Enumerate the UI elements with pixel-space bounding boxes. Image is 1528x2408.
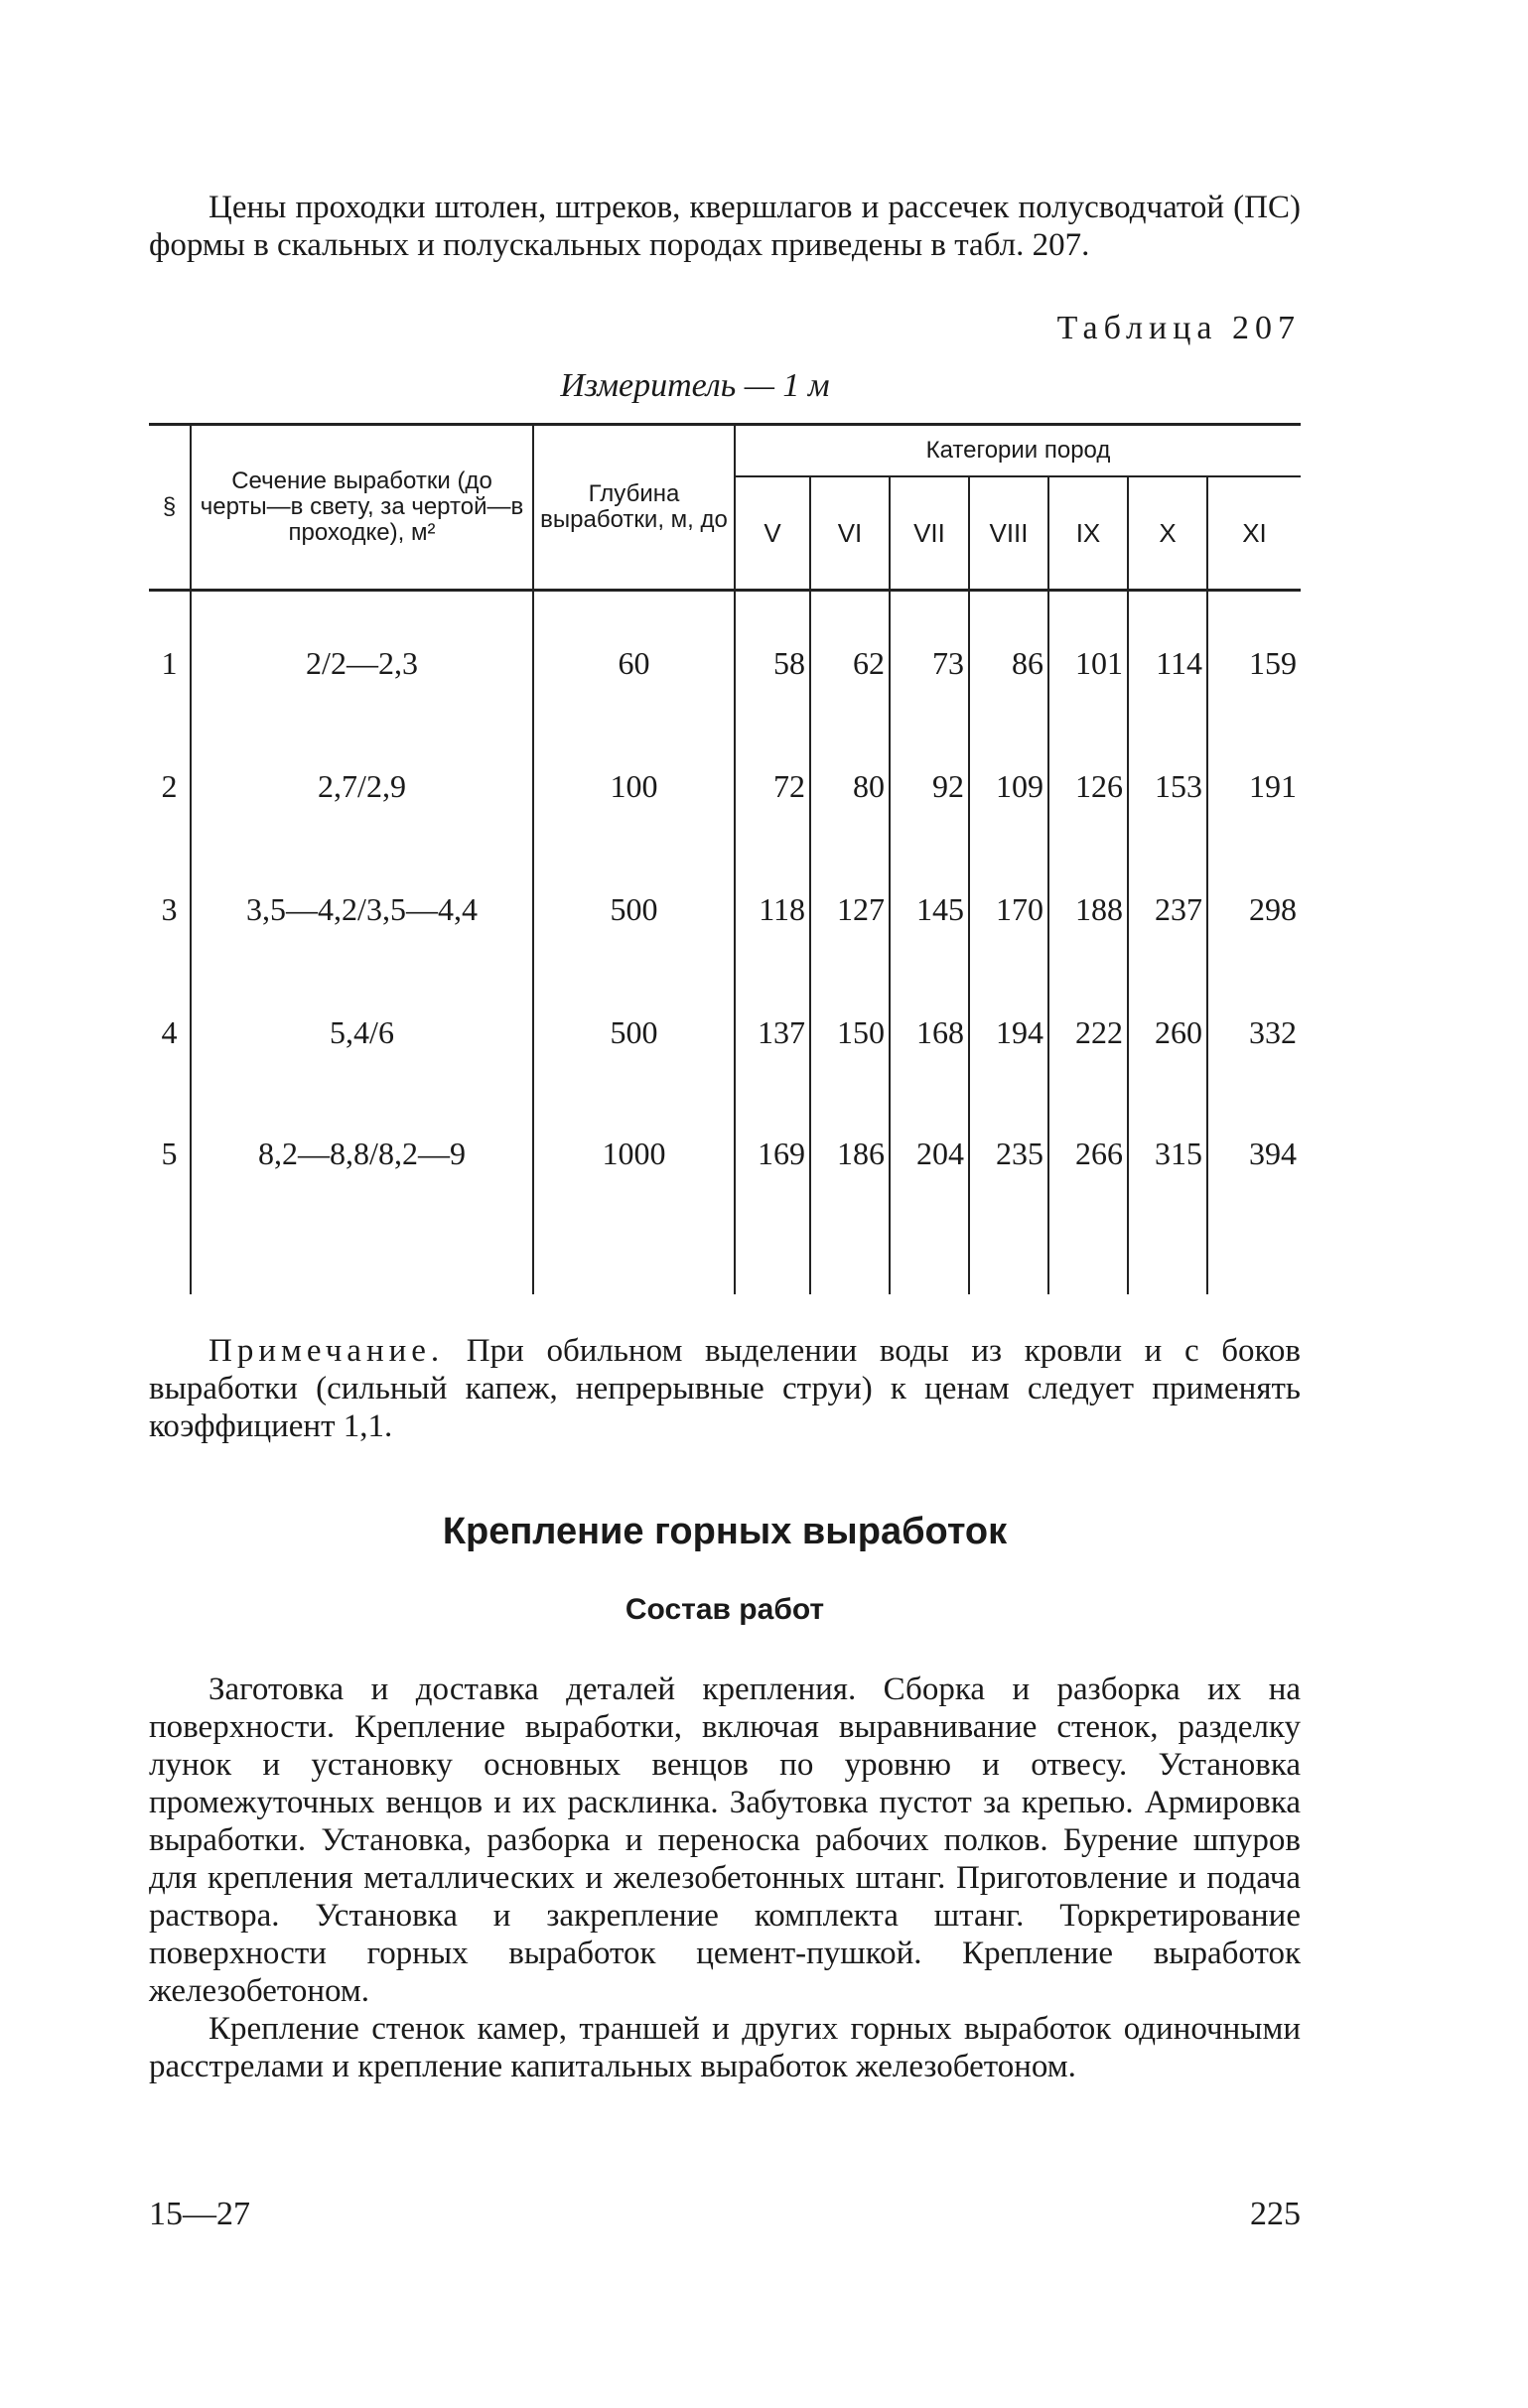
- header-category: XI: [1207, 476, 1301, 591]
- row-section: 2/2—2,3: [191, 591, 533, 726]
- work-paragraph-1: Заготовка и доставка деталей крепления. Сборка и разборка их на поверхности. Крепление выработки, включая выравнивание стенок, разделку лунок и установку основных венцов по уровню и отвесу. Установка промежуточных венцов и их расклинка. Забутовка пустот за крепью. Армировка выработки. Установка, разборка и переноска рабочих полков. Бурение шпуров для крепления металлических и железобетонных штанг. Приготовление и подача раствора. Установка и закрепление комплекта штанг. Торкретирование поверхности горных выработок цемент-пушкой. Крепление выработок железобетоном.: [149, 1672, 1301, 2009]
- header-category: VIII: [969, 476, 1048, 591]
- row-price: 150: [810, 971, 890, 1094]
- row-depth: 500: [533, 848, 735, 971]
- table-note: [149, 1332, 1301, 1445]
- row-price: 159: [1207, 591, 1301, 726]
- row-price: 101: [1048, 591, 1128, 726]
- subsection-title: Состав работ: [625, 1593, 825, 1626]
- row-price: 266: [1048, 1094, 1128, 1294]
- row-num: 3: [161, 890, 178, 927]
- row-price: 137: [735, 971, 810, 1094]
- row-num: 4: [161, 1013, 178, 1050]
- row-section: 5,4/6: [191, 971, 533, 1094]
- row-price: 298: [1207, 848, 1301, 971]
- row-price: 237: [1128, 848, 1207, 971]
- header-category: V: [735, 476, 810, 591]
- header-category: IX: [1048, 476, 1128, 591]
- header-category: X: [1128, 476, 1207, 591]
- page-footer: [149, 2196, 1301, 2233]
- row-num: 5: [161, 1136, 178, 1171]
- row-price: 145: [890, 848, 969, 971]
- row-price: 194: [969, 971, 1048, 1094]
- header-num: §: [149, 425, 191, 591]
- row-section: 2,7/2,9: [191, 725, 533, 848]
- work-paragraph-2: Крепление стенок камер, траншей и других горных выработок одиночными расстрелами и крепление капитальных выработок железобетоном.: [149, 2011, 1301, 2084]
- row-price: 92: [890, 725, 969, 848]
- row-price: 80: [810, 725, 890, 848]
- row-price: 394: [1207, 1094, 1301, 1294]
- row-price: 58: [735, 591, 810, 726]
- table-row: [149, 591, 1301, 726]
- table-caption: Таблица 207: [1056, 310, 1301, 346]
- row-num: 2: [161, 767, 178, 804]
- row-price: 109: [969, 725, 1048, 848]
- footer-signature: 15—27: [149, 2196, 250, 2232]
- row-price: 127: [810, 848, 890, 971]
- row-price: 186: [810, 1094, 890, 1294]
- row-price: 188: [1048, 848, 1128, 971]
- row-price: 114: [1128, 591, 1207, 726]
- row-depth: 60: [533, 591, 735, 726]
- row-section: 8,2—8,8/8,2—9: [191, 1094, 533, 1294]
- header-depth: Глубина выработки, м, до: [533, 425, 735, 591]
- table-body: [149, 591, 1301, 1295]
- header-category: VII: [890, 476, 969, 591]
- row-price: 204: [890, 1094, 969, 1294]
- header-category: VI: [810, 476, 890, 591]
- page-content: [149, 189, 1301, 2085]
- table-row: [149, 848, 1301, 971]
- row-price: 62: [810, 591, 890, 726]
- row-price: 332: [1207, 971, 1301, 1094]
- row-price: 235: [969, 1094, 1048, 1294]
- row-price: 86: [969, 591, 1048, 726]
- row-price: 73: [890, 591, 969, 726]
- row-depth: 1000: [533, 1094, 735, 1294]
- note-text: При обильном выделении воды из кровли и с боков выработки (сильный капеж, непрерывные струи) к ценам следует применять коэффициент 1,1.: [149, 1333, 1301, 1444]
- row-price: 169: [735, 1094, 810, 1294]
- row-section: 3,5—4,2/3,5—4,4: [191, 848, 533, 971]
- intro-paragraph: Цены проходки штолен, штреков, квершлагов и рассечек полусводчатой (ПС) формы в скальных и полускальных породах приведены в табл. 207.: [149, 190, 1301, 263]
- row-price: 315: [1128, 1094, 1207, 1294]
- row-depth: 500: [533, 971, 735, 1094]
- header-categories-group: Категории пород: [735, 425, 1301, 477]
- row-price: 72: [735, 725, 810, 848]
- row-price: 153: [1128, 725, 1207, 848]
- table-row: [149, 971, 1301, 1094]
- header-section: Сечение выработки (до черты—в свету, за чертой—в проходке), м²: [191, 425, 533, 591]
- section-title: Крепление горных выработок: [442, 1511, 1008, 1552]
- row-price: 118: [735, 848, 810, 971]
- row-num: 1: [161, 644, 178, 681]
- price-table: [149, 423, 1301, 1294]
- row-price: 260: [1128, 971, 1207, 1094]
- row-price: 170: [969, 848, 1048, 971]
- row-price: 168: [890, 971, 969, 1094]
- row-price: 191: [1207, 725, 1301, 848]
- row-price: 222: [1048, 971, 1128, 1094]
- page-number: 225: [1250, 2196, 1301, 2232]
- row-depth: 100: [533, 725, 735, 848]
- table-row: [149, 1094, 1301, 1294]
- note-label: Примечание.: [208, 1333, 445, 1369]
- table-row: [149, 725, 1301, 848]
- table-measure: Измеритель — 1 м: [560, 367, 830, 404]
- row-price: 126: [1048, 725, 1128, 848]
